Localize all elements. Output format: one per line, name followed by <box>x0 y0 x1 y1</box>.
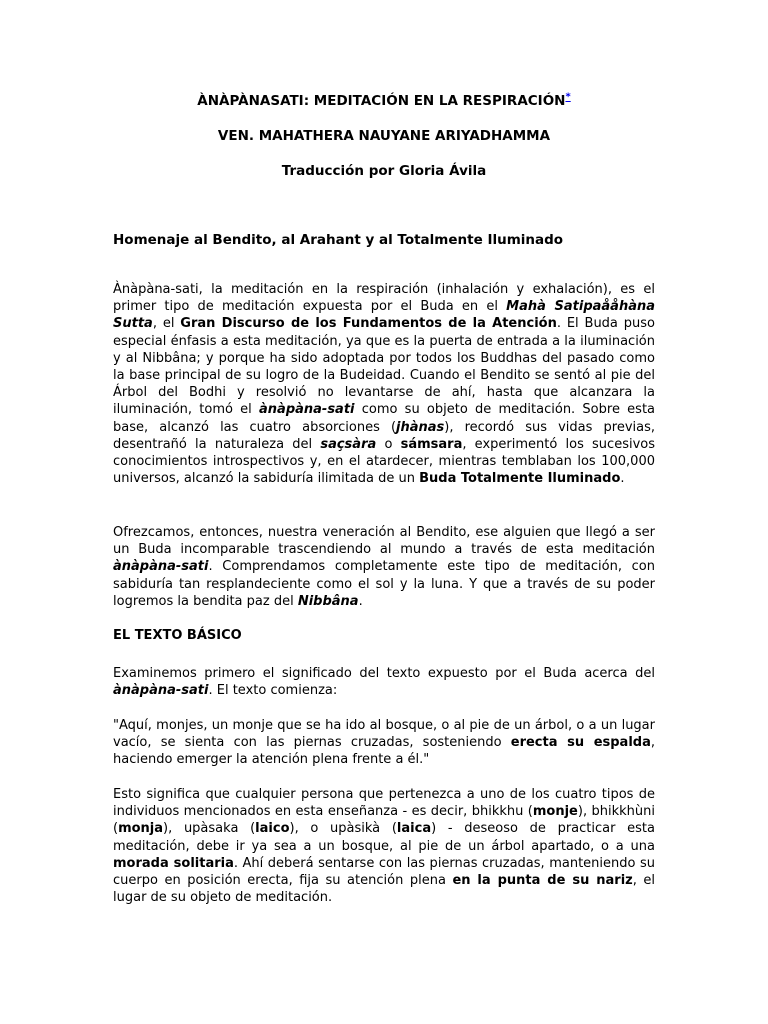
text-run: como su objeto de meditación. Sobre esta base, alcanzó las cuatro absorciones ( <box>113 402 656 435</box>
emphasis-term: monja <box>118 821 164 837</box>
paragraph-intro <box>113 281 655 487</box>
paragraph-veneration <box>113 524 655 610</box>
text-run: o <box>376 436 401 452</box>
text-run: . <box>358 593 363 609</box>
text-run: . <box>620 471 625 487</box>
translator-line: Traducción por Gloria Ávila <box>281 163 487 179</box>
footnote-link[interactable]: * <box>565 91 571 103</box>
text-run: ), recordó sus vidas previas, desentrañó la naturaleza del <box>113 419 655 452</box>
text-run: ), o upàsikà ( <box>289 821 397 837</box>
emphasis-term: ànàpàna-sati <box>113 559 209 575</box>
emphasis-term: ànàpàna-sati <box>113 683 209 699</box>
emphasis-term: jhànas <box>396 419 445 435</box>
text-run: . El texto comienza: <box>208 683 338 699</box>
text-run: ), upàsaka ( <box>163 821 256 837</box>
text-run: Esto significa que cualquier persona que pertenezca a uno de los cuatro tipos de individuos mencionados en esta enseñanza - es decir, bhikkhu ( <box>113 787 655 820</box>
emphasis-nose: en la punta de su nariz <box>452 873 633 889</box>
text-run: . El Buda puso especial énfasis a esta meditación, ya que es la puerta de entrada a la iluminación y al Nibbâna; y porque ha sido adoptada por todos los Buddhas del pasado como la base principal de su logro de la Budeidad. Cuando el Bendito se sentó al pie del Árbol del Bodhi y resolvió no levantarse de ahí, hasta que alcanzara la iluminación, tomó el <box>113 316 655 418</box>
emphasis-term: laica <box>396 821 432 837</box>
text-run: , el lugar de su objeto de meditación. <box>113 873 656 906</box>
emphasis-posture: erecta su espalda <box>510 735 651 751</box>
title-text: ÀNÀPÀNASATI: MEDITACIÓN EN LA RESPIRACIÓN <box>197 93 566 109</box>
text-run: "Aquí, monjes, un monje que se ha ido al bosque, o al pie de un árbol, o a un lugar vacío, se sienta con las piernas cruzadas, sosteniendo <box>113 718 655 751</box>
emphasis-term: monje <box>532 804 578 820</box>
text-run: Ànàpàna-sati, la meditación en la respiración (inhalación y exhalación), es el primer tipo de meditación expuesta por el Buda en el <box>113 282 655 315</box>
text-run: Ofrezcamos, entonces, nuestra veneración al Bendito, ese alguien que llegó a ser un Buda incomparable trascendiendo al mundo a través de esta meditación <box>113 525 655 558</box>
emphasis-term: saçsàra <box>320 436 377 452</box>
emphasis-term: sámsara <box>400 436 463 452</box>
text-run: . Ahí deberá sentarse con las piernas cruzadas, manteniendo su cuerpo en posición erecta, fija su atención plena <box>113 855 655 889</box>
emphasis-place: morada solitaria <box>113 855 234 871</box>
emphasis-buddha: Buda Totalmente Iluminado <box>419 471 621 487</box>
text-run: . Comprendamos completamente este tipo de meditación, con sabiduría tan resplandeciente como el sol y la luna. Y que a través de su poder logremos la bendita paz del <box>113 559 655 609</box>
text-run: ), bhikkhùni ( <box>113 804 655 837</box>
homage-heading: Homenaje al Bendito, al Arahant y al Totalmente Iluminado <box>113 232 564 248</box>
paragraph-quote <box>113 717 655 769</box>
section-heading: EL TEXTO BÁSICO <box>113 628 242 643</box>
author-line: VEN. MAHATHERA NAUYANE ARIYADHAMMA <box>217 128 551 144</box>
document-title <box>113 93 655 109</box>
emphasis-sutta: Mahà Satipaååhàna Sutta <box>113 299 655 332</box>
text-run: ) - deseoso de practicar esta meditación, debe ir ya sea a un bosque, al pie de un árbol apartado, o a una <box>113 821 655 854</box>
emphasis-term: ànàpàna-sati <box>259 402 355 418</box>
emphasis-term: Nibbâna <box>297 593 359 609</box>
emphasis-term: laico <box>255 821 290 837</box>
paragraph-explanation <box>113 786 655 906</box>
emphasis-discourse: Gran Discurso de los Fundamentos de la Atención <box>180 316 557 332</box>
text-run: , experimentó los sucesivos conocimientos introspectivos y, en el atardecer, mientras temblaban los 100,000 universos, alcanzó la sabiduría ilimitada de un <box>113 436 655 487</box>
text-run: Examinemos primero el significado del texto expuesto por el Buda acerca del <box>113 666 655 681</box>
text-run: , haciendo emerger la atención plena frente a él." <box>113 735 655 768</box>
paragraph-examine <box>113 665 655 699</box>
text-run: , el <box>152 316 181 332</box>
